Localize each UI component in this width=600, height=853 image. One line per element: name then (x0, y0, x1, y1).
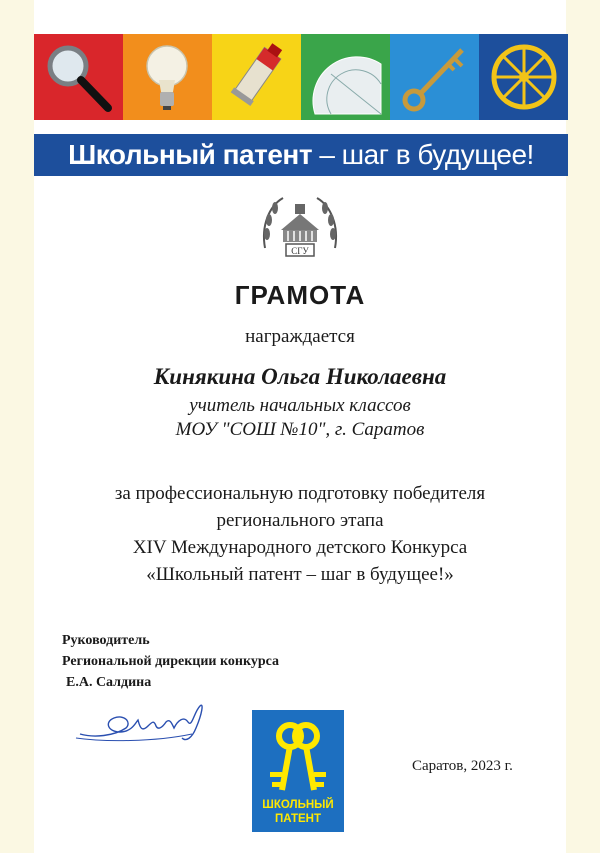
wheel-icon (479, 34, 568, 120)
signatory-organization: Региональной дирекции конкурса (62, 654, 279, 669)
recipient-position (34, 394, 566, 442)
banner-rest-text: – шаг в будущее! (312, 139, 534, 170)
contest-banner (34, 134, 568, 176)
signatory-block (62, 630, 279, 693)
logo-line-2: ПАТЕНТ (274, 813, 322, 825)
reason-line: регионального этапа (216, 510, 384, 531)
school-patent-logo (252, 710, 344, 832)
magnifier-icon (34, 34, 123, 120)
position-line-2: МОУ "СОШ №10", г. Саратов (175, 419, 425, 440)
recipient-name: Кинякина Ольга Николаевна (153, 364, 447, 389)
position-line-1: учитель начальных классов (189, 395, 411, 416)
keys-icon (252, 710, 344, 802)
signatory-name: Е.А. Салдина (66, 675, 152, 690)
handwritten-signature (74, 698, 224, 748)
reason-line: «Школьный патент – шаг в будущее!» (146, 564, 454, 585)
key-icon (390, 34, 479, 120)
signatory-title: Руководитель (62, 633, 150, 648)
paint-tube-icon (212, 34, 301, 120)
certificate-title: ГРАМОТА (234, 280, 366, 310)
awarded-text: награждается (245, 326, 355, 347)
reason-line: за профессиональную подготовку победителя (114, 483, 486, 504)
header-icon-strip (34, 34, 568, 120)
award-reason (34, 480, 566, 588)
place-date: Саратов, 2023 г. (412, 758, 513, 774)
logo-line-1: ШКОЛЬНЫЙ (262, 799, 334, 811)
emblem-text: СГУ (291, 246, 309, 256)
lightbulb-icon (123, 34, 212, 120)
banner-bold-text: Школьный патент (68, 139, 313, 170)
reason-line: XIV Международного детского Конкурса (132, 537, 468, 558)
protractor-icon (301, 34, 390, 120)
university-emblem-icon (259, 190, 341, 262)
